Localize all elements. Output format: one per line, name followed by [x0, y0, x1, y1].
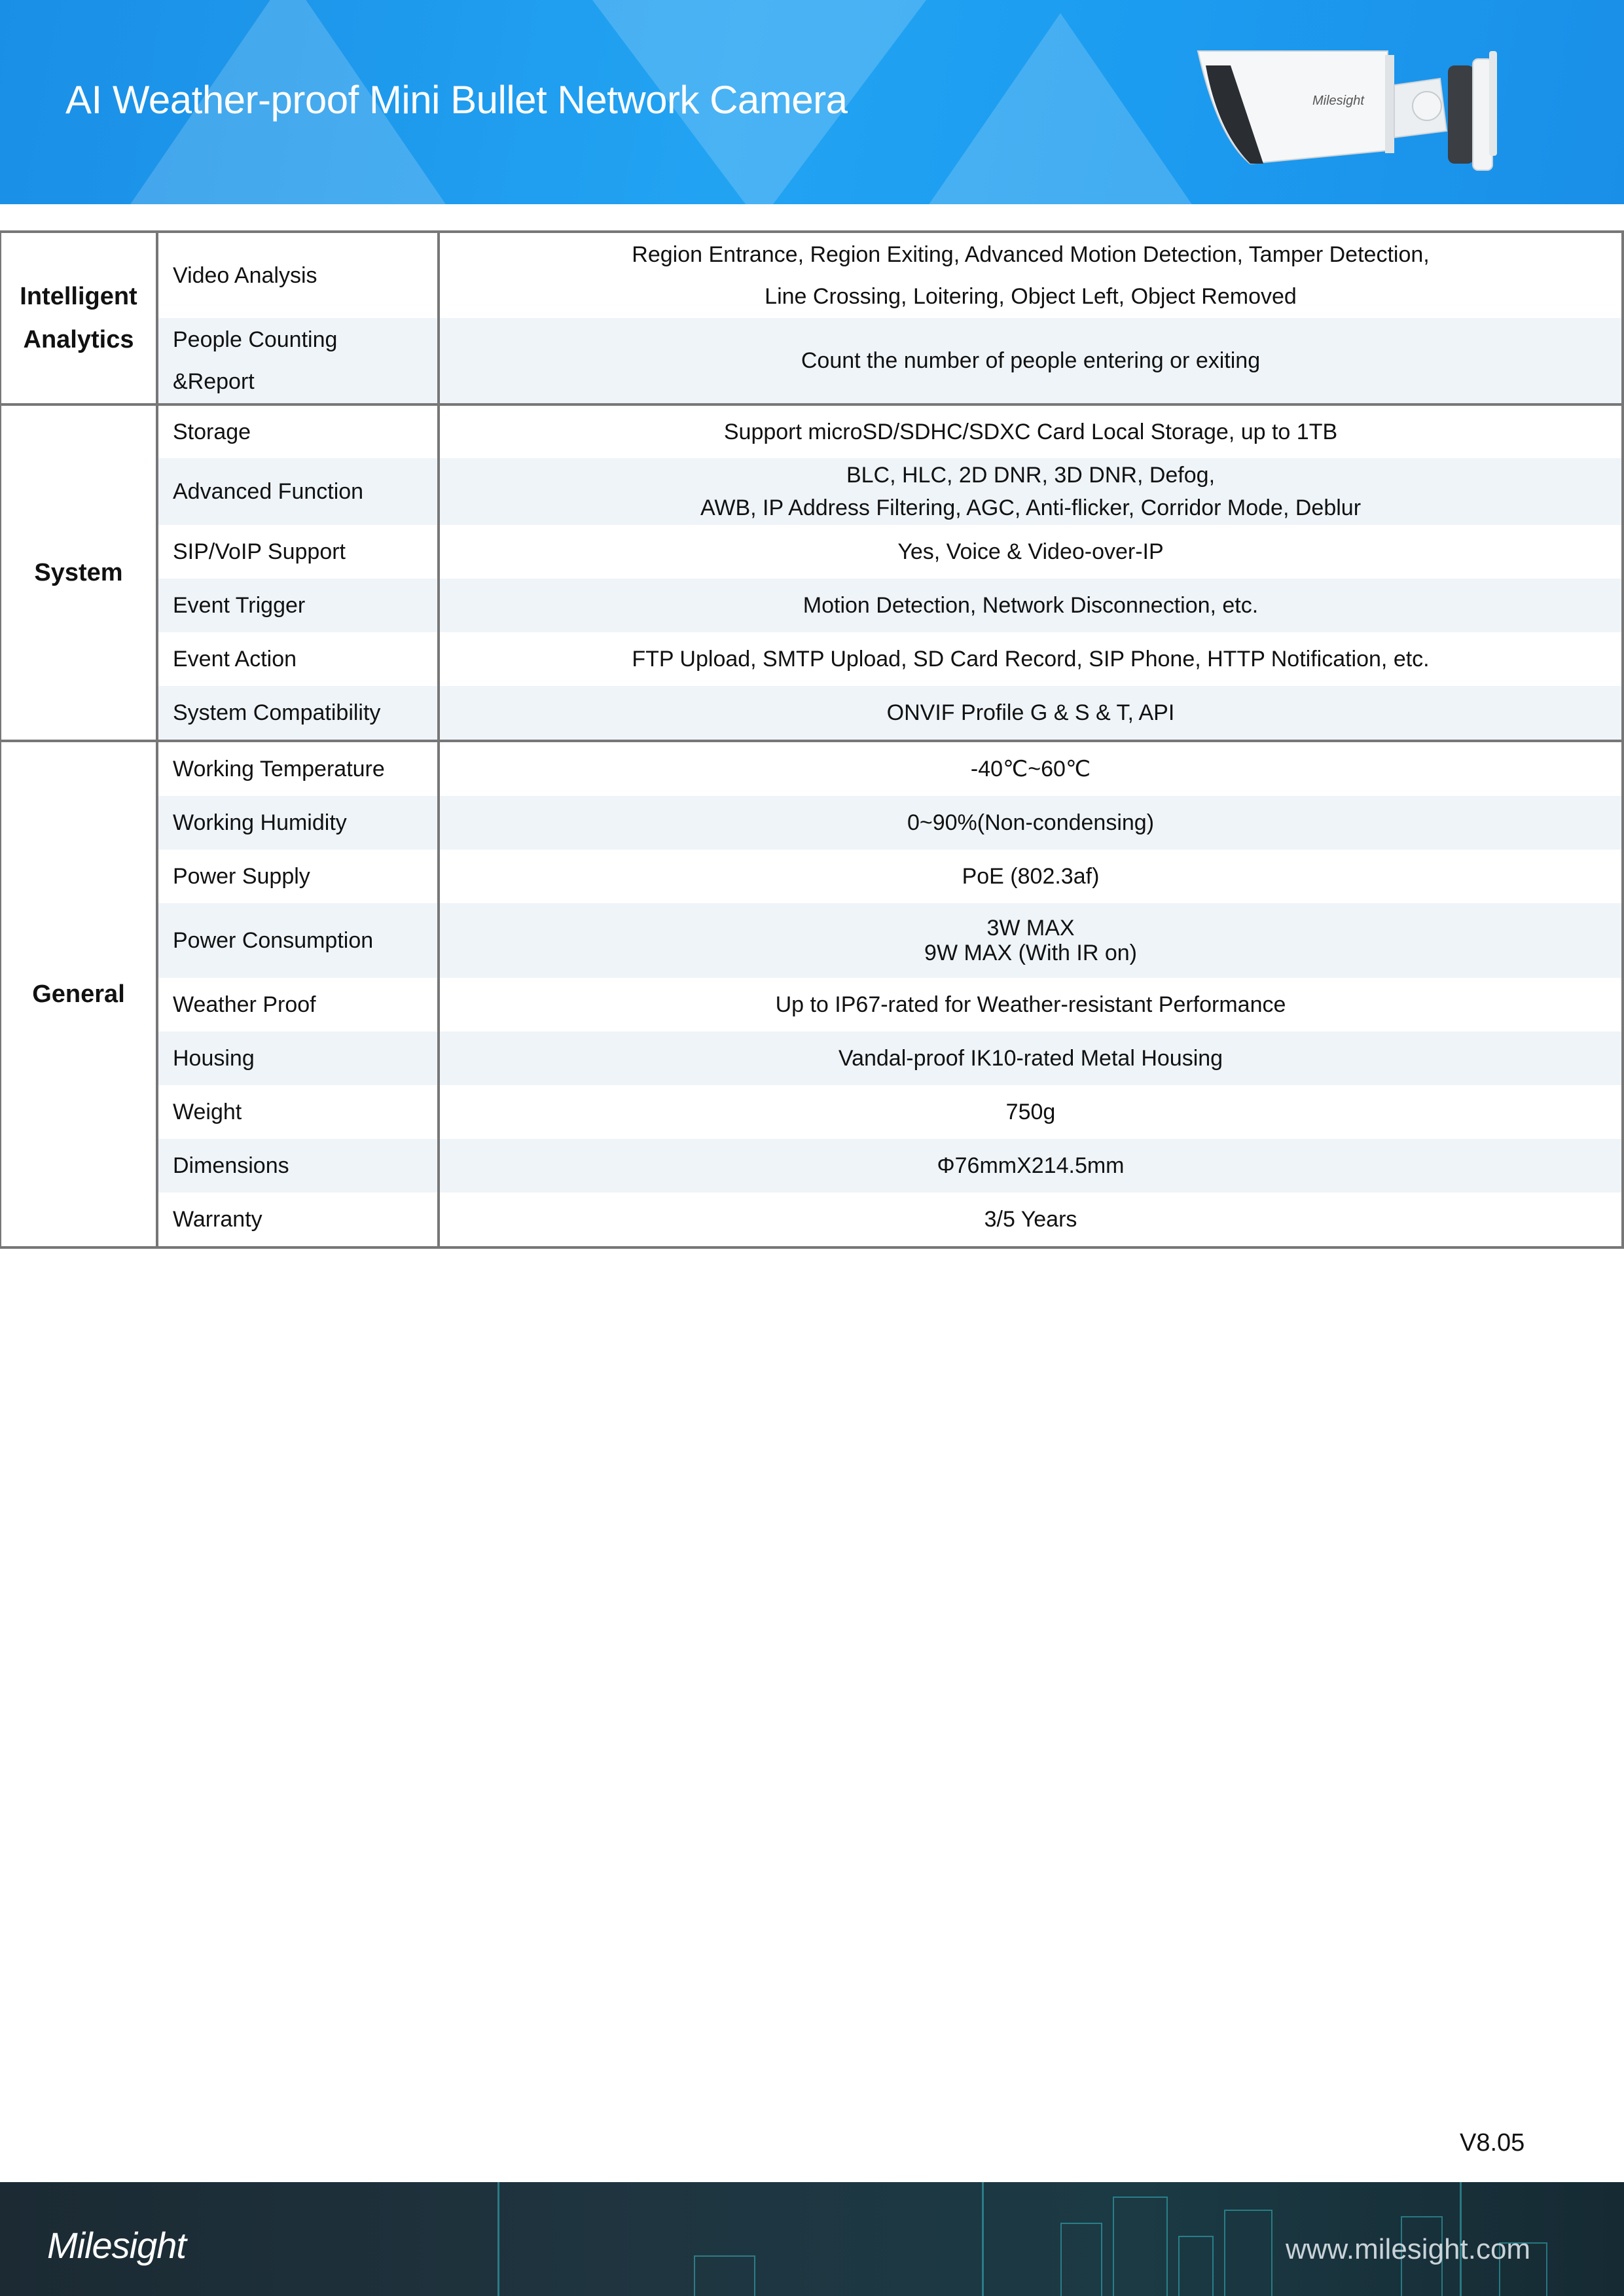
category-general: General: [1, 741, 157, 1247]
spec-value-line: Region Entrance, Region Exiting, Advanced Motion Detection, Tamper Detection,: [632, 242, 1430, 267]
skyline-decoration: [1060, 2223, 1102, 2296]
spec-name: Weather Proof: [157, 978, 439, 1031]
spec-value: [439, 903, 1623, 978]
spec-value: Support microSD/SDHC/SDXC Card Local Storage, up to 1TB: [439, 404, 1623, 458]
spec-value: ONVIF Profile G & S & T, API: [439, 686, 1623, 741]
skyline-decoration: [1113, 2197, 1168, 2296]
spec-name: Weight: [157, 1085, 439, 1139]
milesight-logo: Milesight: [47, 2225, 186, 2266]
spec-name-text: People Counting &Report: [173, 327, 338, 394]
spec-name: Warranty: [157, 1193, 439, 1247]
spec-name: [157, 318, 439, 404]
spec-value-line: Line Crossing, Loitering, Object Left, Object Removed: [765, 284, 1297, 309]
spec-name: Video Analysis: [157, 232, 439, 318]
table-row: [1, 525, 1623, 579]
table-row: [1, 1085, 1623, 1139]
spec-value: Φ76mmX214.5mm: [439, 1139, 1623, 1193]
spec-name: SIP/VoIP Support: [157, 525, 439, 579]
table-row: [1, 632, 1623, 686]
spec-value: Yes, Voice & Video-over-IP: [439, 525, 1623, 579]
spec-value: 750g: [439, 1085, 1623, 1139]
skyline-decoration: [694, 2255, 755, 2296]
category-intelligent-analytics: Intelligent Analytics: [1, 232, 157, 404]
spec-name: Working Temperature: [157, 741, 439, 796]
table-row: [1, 686, 1623, 741]
page-title: AI Weather-proof Mini Bullet Network Camera: [65, 78, 848, 122]
table-row: [1, 318, 1623, 404]
table-row: [1, 458, 1623, 525]
spec-value: [439, 458, 1623, 525]
spec-table: [0, 230, 1624, 1249]
spec-name: Housing: [157, 1031, 439, 1085]
spec-name: Power Supply: [157, 850, 439, 903]
spec-value: [439, 232, 1623, 318]
spec-value: Vandal-proof IK10-rated Metal Housing: [439, 1031, 1623, 1085]
spec-value-line: BLC, HLC, 2D DNR, 3D DNR, Defog,: [846, 463, 1216, 488]
spec-name: Dimensions: [157, 1139, 439, 1193]
table-row: [1, 1139, 1623, 1193]
spec-value: Up to IP67-rated for Weather-resistant Performance: [439, 978, 1623, 1031]
spec-value: FTP Upload, SMTP Upload, SD Card Record, SIP Phone, HTTP Notification, etc.: [439, 632, 1623, 686]
website-url: www.milesight.com: [1286, 2233, 1531, 2265]
spec-name: Working Humidity: [157, 796, 439, 850]
table-row: [1, 1031, 1623, 1085]
spec-value: 0~90%(Non-condensing): [439, 796, 1623, 850]
spec-value: -40℃~60℃: [439, 741, 1623, 796]
table-row: [1, 903, 1623, 978]
spec-value: Count the number of people entering or exiting: [439, 318, 1623, 404]
table-row: [1, 741, 1623, 796]
skyline-decoration: [1178, 2236, 1214, 2296]
spec-name: Event Action: [157, 632, 439, 686]
spec-value-line: AWB, IP Address Filtering, AGC, Anti-flicker, Corridor Mode, Deblur: [700, 495, 1362, 520]
version-label: V8.05: [1460, 2129, 1525, 2157]
spec-name: Advanced Function: [157, 458, 439, 525]
header-banner: [0, 0, 1624, 204]
table-row: [1, 850, 1623, 903]
footer-banner: [0, 2182, 1624, 2296]
skyline-decoration: [497, 2182, 499, 2296]
table-row: [1, 232, 1623, 318]
spec-value: PoE (802.3af): [439, 850, 1623, 903]
spec-name: System Compatibility: [157, 686, 439, 741]
spec-value: Motion Detection, Network Disconnection, etc.: [439, 579, 1623, 632]
spec-name: Event Trigger: [157, 579, 439, 632]
spec-value-line: 9W MAX (With IR on): [924, 941, 1137, 965]
skyline-decoration: [982, 2182, 984, 2296]
category-system: System: [1, 404, 157, 741]
spec-name: Storage: [157, 404, 439, 458]
table-row: [1, 796, 1623, 850]
table-row: [1, 404, 1623, 458]
table-row: [1, 1193, 1623, 1247]
spec-value-line: 3W MAX: [986, 916, 1075, 941]
camera-brand-label: Milesight: [1312, 94, 1364, 108]
table-row: [1, 978, 1623, 1031]
banner-decoration: [916, 13, 1204, 204]
bullet-camera-image: [1191, 39, 1532, 177]
spec-name: Power Consumption: [157, 903, 439, 978]
table-row: [1, 579, 1623, 632]
spec-value: 3/5 Years: [439, 1193, 1623, 1247]
skyline-decoration: [1224, 2210, 1272, 2296]
